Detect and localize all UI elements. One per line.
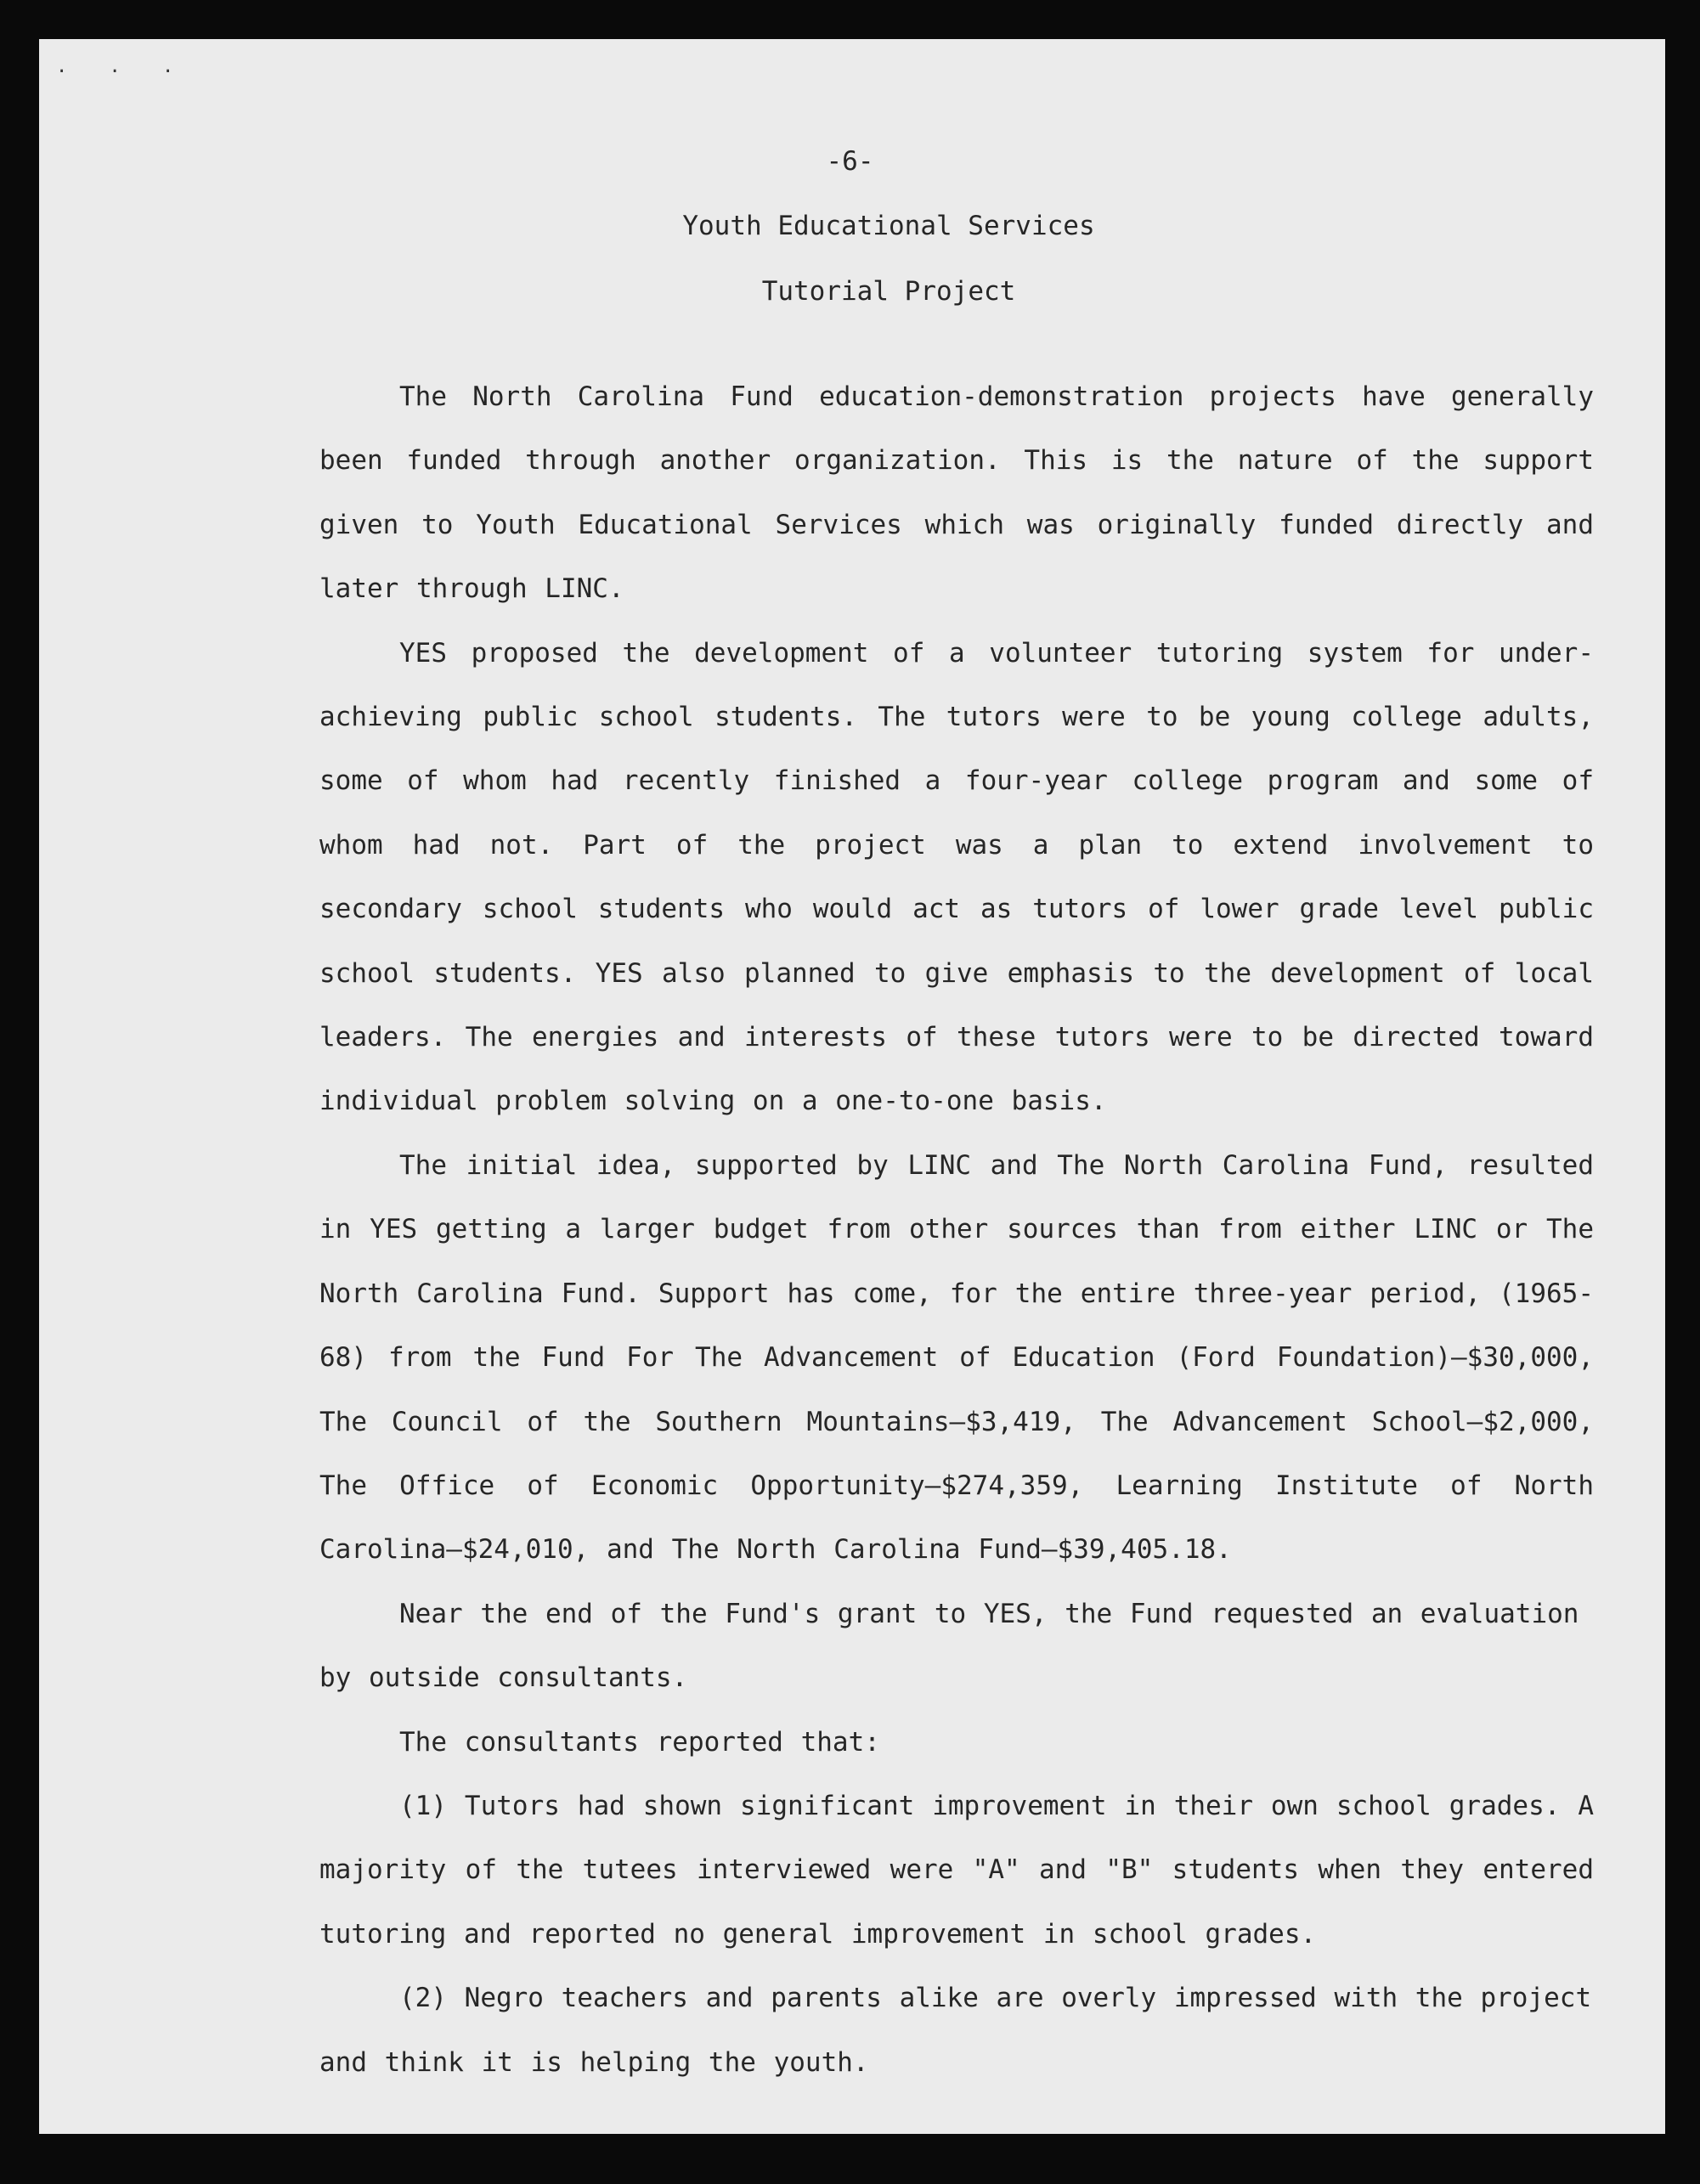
paragraph-funding-overview: The North Carolina Fund education-demonstration projects have generally been funded through another organization. This is the nature of the support given to Youth Educational Services which was originally funded directly and later through LINC. [319, 381, 1594, 605]
document-title: Youth Educational Services [682, 211, 1095, 241]
paragraph-yes-proposal: YES proposed the development of a volunteer tutoring system for under-achieving public school students. The tutors were to be young college adults, some of whom had recently finished a four-year college program and some of whom had not. Part of the project was a plan to extend involvement to secondary school students who would act as tutors of lower grade level public school students. YES also planned to give emphasis to the development of local leaders. The energies and interests of these tutors were to be directed toward individual problem solving on a one-to-one basis. [319, 637, 1594, 1117]
paragraph-evaluation-request: Near the end of the Fund's grant to YES, the Fund requested an evaluation by outside consultants. [319, 1598, 1579, 1694]
paragraph-consultants-intro: The consultants reported that: [399, 1726, 880, 1758]
page-specks: . . . [56, 56, 189, 77]
document-subtitle: Tutorial Project [761, 276, 1016, 307]
paragraph-finding-1: (1) Tutors had shown significant improvement in their own school grades. A majority of the tutees interviewed were "A" and "B" students when they entered tutoring and reported no general improvement in school grades. [319, 1790, 1594, 1950]
page-number: -6- [826, 146, 874, 177]
paragraph-support-sources: The initial idea, supported by LINC and The North Carolina Fund, resulted in YES getting a larger budget from other sources than from either LINC or The North Carolina Fund. Support has come, for the entire three-year period, (1965-68) from the Fund For The Advancement of Education (Ford Foundation)—$30,000, The Council of the Southern Mountains—$3,419, The Advancement School—$2,000, The Office of Economic Opportunity—$274,359, Learning Institute of North Carolina—$24,010, and The North Carolina Fund—$39,405.18. [319, 1149, 1594, 1566]
document-body [319, 365, 1594, 2095]
paragraph-finding-2: (2) Negro teachers and parents alike are overly impressed with the project and think it is helping the youth. [319, 1983, 1592, 2078]
